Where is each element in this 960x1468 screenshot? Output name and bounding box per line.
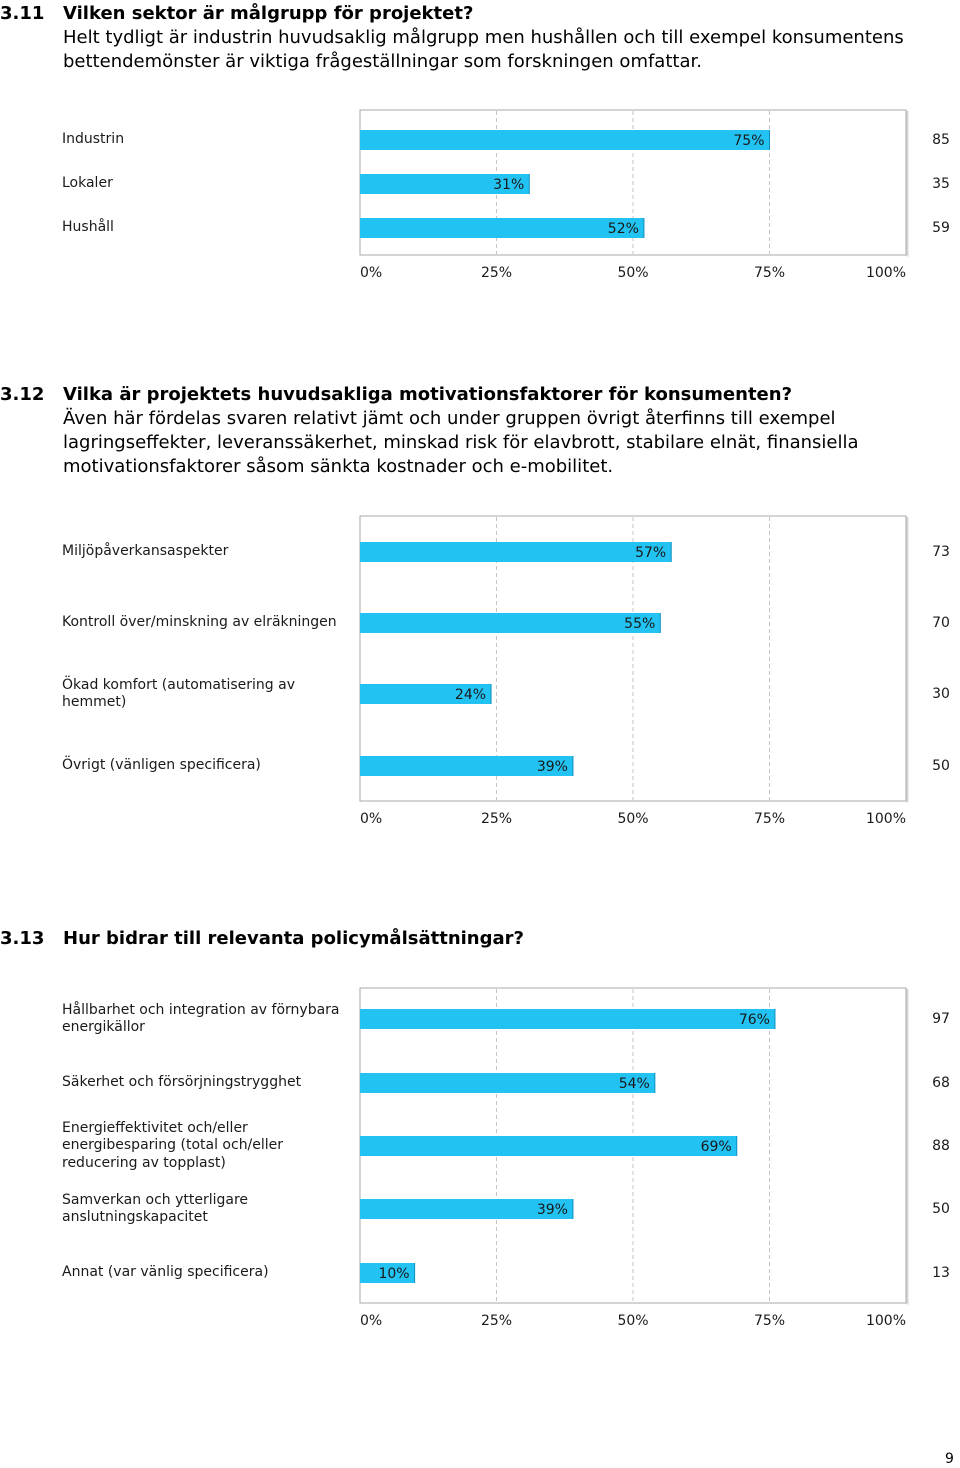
tick-label: 50% [617, 265, 649, 281]
tick-label: 0% [360, 1313, 383, 1329]
response-count: 68 [932, 1075, 950, 1091]
section-text: Även här fördelas svaren relativt jämt och under gruppen övrigt återfinns till exempel lagringseffekter, leveranssäkerhet, minskad risk för elavbrott, stabilare elnät, finansiella motivationsfaktorer såsom sänkta kostnader och e-mobilitet. [63, 408, 859, 477]
category-label: Annat (var vänlig specificera) [62, 1264, 269, 1280]
category-label: Hushåll [62, 219, 114, 235]
section-number: 3.13 [0, 928, 45, 949]
bar-value-label: 52% [607, 221, 639, 237]
category-label: Hållbarhet och integration av förnybara energikällor [62, 1001, 340, 1035]
bar [360, 130, 770, 150]
bar [360, 613, 660, 633]
category-label: Samverkan och ytterligare anslutningskapacitet [62, 1191, 249, 1225]
tick-label: 50% [617, 811, 649, 827]
bar-value-label: 39% [536, 1202, 568, 1218]
tick-label: 25% [480, 1313, 513, 1329]
tick-label: 25% [480, 811, 513, 827]
tick-label: 75% [753, 265, 786, 281]
response-count: 88 [932, 1138, 950, 1154]
section-title: Vilken sektor är målgrupp för projektet? [63, 3, 474, 24]
bar [360, 218, 644, 238]
response-count: 50 [932, 1201, 950, 1217]
bar-chart-svg [0, 516, 960, 831]
category-label: Lokaler [62, 175, 113, 191]
category-label: Industrin [62, 131, 125, 147]
category-label: Miljöpåverkansaspekter [62, 543, 229, 559]
response-count: 70 [932, 615, 950, 631]
category-label: Kontroll över/minskning av elräkningen [62, 614, 337, 630]
bar-value-label: 31% [493, 177, 525, 193]
page-number: 9 [945, 1451, 954, 1467]
section-number: 3.12 [0, 384, 45, 405]
section-number: 3.11 [0, 3, 45, 24]
category-label: Övrigt (vänligen specificera) [62, 757, 261, 773]
tick-label: 100% [865, 265, 906, 281]
section-title: Vilka är projektets huvudsakliga motivationsfaktorer för konsumenten? [63, 384, 793, 405]
bar-value-label: 10% [378, 1266, 410, 1282]
bar [360, 1073, 655, 1093]
response-count: 35 [932, 176, 950, 192]
tick-label: 100% [865, 811, 906, 827]
tick-label: 75% [753, 811, 786, 827]
section-title: Hur bidrar till relevanta policymålsättningar? [63, 928, 524, 949]
bar-value-label: 54% [618, 1076, 650, 1092]
chart-policy-goals [0, 988, 960, 1333]
response-count: 85 [932, 132, 950, 148]
bar-value-label: 39% [536, 759, 568, 775]
bar-value-label: 76% [738, 1012, 770, 1028]
tick-label: 100% [865, 1313, 906, 1329]
section-text: Helt tydligt är industrin huvudsaklig målgrupp men hushållen och till exempel konsumentens bettendemönster är viktiga frågeställningar som forskningen omfattar. [63, 27, 904, 72]
bar-value-label: 24% [454, 687, 487, 703]
bar [360, 542, 671, 562]
response-count: 59 [932, 220, 950, 236]
category-label: Ökad komfort (automatisering av hemmet) [62, 676, 295, 710]
tick-label: 25% [480, 265, 513, 281]
bar-value-label: 57% [635, 545, 667, 561]
chart-target-sector [0, 110, 960, 285]
response-count: 73 [932, 544, 950, 560]
tick-label: 0% [360, 265, 383, 281]
tick-label: 50% [617, 1313, 649, 1329]
tick-label: 75% [753, 1313, 786, 1329]
tick-label: 0% [360, 811, 383, 827]
bar [360, 1136, 737, 1156]
response-count: 30 [932, 686, 950, 702]
chart-motivation-factors [0, 516, 960, 828]
bar-value-label: 75% [733, 133, 765, 149]
response-count: 97 [932, 1011, 950, 1027]
response-count: 50 [932, 758, 950, 774]
response-count: 13 [932, 1265, 950, 1281]
bar [360, 1009, 775, 1029]
category-label: Säkerhet och försörjningstrygghet [62, 1074, 302, 1090]
bar-value-label: 69% [700, 1139, 732, 1155]
bar-value-label: 55% [624, 616, 656, 632]
category-label: Energieffektivitet och/eller energibesparing (total och/eller reducering av topplast) [62, 1119, 284, 1171]
